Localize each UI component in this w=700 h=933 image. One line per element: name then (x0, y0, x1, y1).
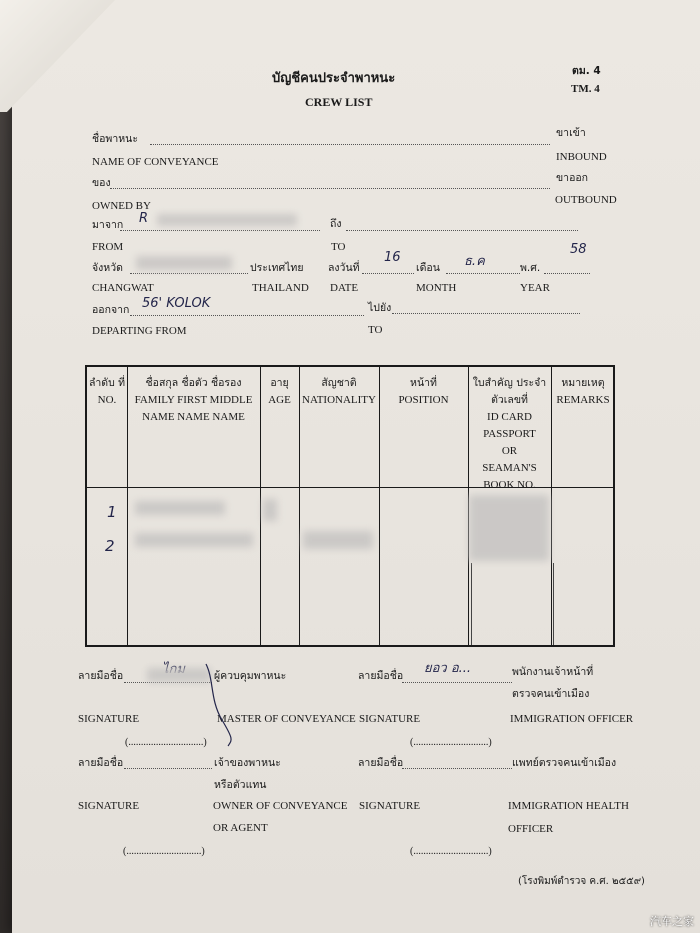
master-sig-line (124, 682, 212, 683)
col-id-thai: ใบสำคัญ ประจำตัวเลขที่ (472, 377, 547, 406)
year-label-thai: พ.ศ. (520, 262, 541, 274)
health-role-english-1: IMMIGRATION HEALTH (508, 800, 629, 812)
col-nationality-english: NATIONALITY (302, 394, 376, 406)
watermark: 汽车之家 (650, 915, 694, 928)
destination-label-thai: ไปยัง (368, 302, 392, 314)
owner-name-line: (..............................) (123, 846, 205, 857)
master-role-thai: ผู้ควบคุมพาหนะ (214, 670, 287, 682)
master-name-line: (..............................) (125, 737, 207, 748)
col-id-english: ID CARD PASSPORT OR SEAMAN'S BOOK NO. (482, 411, 537, 491)
form-code-thai: ตม. 4 (572, 65, 601, 77)
crew-table (85, 365, 615, 647)
officer-sig-label-english: SIGNATURE (359, 713, 421, 725)
owner-role-english-2: OR AGENT (213, 822, 268, 834)
col-header-no (87, 375, 127, 409)
owner-role-english-1: OWNER OF CONVEYANCE (213, 800, 348, 812)
year-handwritten: 58 (570, 242, 587, 257)
redacted-name-2 (135, 533, 253, 547)
col-header-nationality (299, 375, 379, 409)
outbound-label-english: OUTBOUND (555, 194, 617, 206)
col-header-id-card (468, 375, 551, 494)
row-1-number: 1 (107, 503, 117, 521)
changwat-label-english: CHANGWAT (92, 282, 154, 294)
year-label-english: YEAR (520, 282, 550, 294)
redacted-id-number (469, 495, 549, 561)
date-handwritten: 16 (384, 250, 401, 265)
master-sig-label-english: SIGNATURE (78, 713, 140, 725)
id-sub-divider (471, 563, 472, 645)
col-header-age (260, 375, 299, 409)
col-no-thai: ลำดับ ที่ (88, 377, 126, 389)
officer-signature: ยอว อ... (424, 661, 472, 676)
inbound-label-english: INBOUND (556, 151, 607, 163)
col-header-position (379, 375, 468, 409)
col-position-thai: หน้าที่ (410, 377, 437, 389)
date-label-thai: ลงวันที่ (328, 262, 360, 274)
crew-list-form (12, 0, 700, 933)
health-role-thai: แพทย์ตรวจคนเข้าเมือง (512, 757, 617, 769)
departing-handwritten: 56' KOLOK (142, 296, 211, 311)
health-name-line: (..............................) (410, 846, 492, 857)
conveyance-line (150, 144, 550, 145)
officer-role-thai-2: ตรวจคนเข้าเมือง (512, 688, 590, 700)
to-label-english: TO (331, 241, 346, 253)
title-thai: บัญชีคนประจำพาหนะ (272, 71, 396, 86)
health-sig-line (402, 768, 512, 769)
conveyance-label-english: NAME OF CONVEYANCE (92, 156, 219, 168)
col-name-english: FAMILY FIRST MIDDLE NAME NAME NAME (134, 394, 253, 423)
col-age-thai: อายุ (270, 377, 289, 389)
master-role-english: MASTER OF CONVEYANCE (217, 713, 356, 725)
departing-line (130, 315, 364, 316)
month-label-english: MONTH (416, 282, 457, 294)
changwat-line (130, 273, 248, 274)
row-2-number: 2 (105, 537, 115, 555)
title-english: CREW LIST (305, 95, 373, 109)
destination-label-english: TO (368, 324, 383, 336)
date-line (362, 273, 414, 274)
redacted-name-1 (135, 501, 225, 515)
from-handwritten: R (139, 211, 149, 226)
officer-role-english: IMMIGRATION OFFICER (510, 713, 634, 725)
col-no-english: NO. (97, 394, 117, 406)
id-sub-divider (553, 563, 554, 645)
changwat-label-thai: จังหวัด (92, 262, 123, 274)
month-line (446, 273, 520, 274)
health-role-english-2: OFFICER (508, 823, 554, 835)
col-remarks-english: REMARKS (556, 394, 610, 406)
redacted-age (263, 499, 277, 521)
officer-name-line: (..............................) (410, 737, 492, 748)
thailand-label-english: THAILAND (252, 282, 309, 294)
to-line (346, 230, 578, 231)
destination-line (392, 313, 580, 314)
from-label-thai: มาจาก (92, 219, 124, 231)
to-label-thai: ถึง (330, 218, 342, 230)
owner-sig-line (124, 768, 212, 769)
owned-by-label-thai: ของ (92, 177, 111, 189)
officer-role-thai-1: พนักงานเจ้าหน้าที่ (512, 666, 594, 678)
master-sig-label-thai: ลายมือชื่อ (78, 670, 124, 682)
col-position-english: POSITION (398, 394, 449, 406)
month-label-thai: เดือน (416, 262, 440, 274)
outbound-label-thai: ขาออก (556, 172, 589, 184)
owned-by-label-english: OWNED BY (92, 200, 151, 212)
from-label-english: FROM (92, 241, 124, 253)
owner-role-thai-2: หรือตัวแทน (214, 779, 267, 791)
thailand-label-thai: ประเทศไทย (250, 262, 304, 274)
form-code-english: TM. 4 (571, 83, 600, 95)
officer-sig-line (402, 682, 512, 683)
from-line (120, 230, 320, 231)
signature-scribble (202, 660, 242, 750)
redacted-nationality (303, 531, 373, 549)
health-sig-label-thai: ลายมือชื่อ (358, 757, 404, 769)
redacted-changwat (136, 256, 232, 270)
inbound-label-thai: ขาเข้า (556, 127, 586, 139)
month-handwritten: ธ.ค (464, 254, 485, 269)
col-nationality-thai: สัญชาติ (321, 377, 357, 389)
conveyance-label-thai: ชื่อพาหนะ (92, 133, 138, 145)
owner-sig-label-english: SIGNATURE (78, 800, 140, 812)
departing-label-english: DEPARTING FROM (92, 325, 187, 337)
officer-sig-label-thai: ลายมือชื่อ (358, 670, 404, 682)
owned-by-line (110, 188, 550, 189)
printer-footer: (โรงพิมพ์ตำรวจ ค.ศ. ๒๕๕๙) (518, 876, 645, 887)
owner-role-thai-1: เจ้าของพาหนะ (214, 757, 281, 769)
year-line (544, 273, 590, 274)
col-age-english: AGE (268, 394, 291, 406)
col-header-name (127, 375, 260, 426)
col-header-remarks (551, 375, 615, 409)
col-name-thai: ชื่อสกุล ชื่อตัว ชื่อรอง (145, 377, 242, 389)
health-sig-label-english: SIGNATURE (359, 800, 421, 812)
date-label-english: DATE (330, 282, 359, 294)
departing-label-thai: ออกจาก (92, 304, 130, 316)
owner-sig-label-thai: ลายมือชื่อ (78, 757, 124, 769)
redacted-from (157, 214, 297, 226)
col-remarks-thai: หมายเหตุ (561, 377, 605, 389)
